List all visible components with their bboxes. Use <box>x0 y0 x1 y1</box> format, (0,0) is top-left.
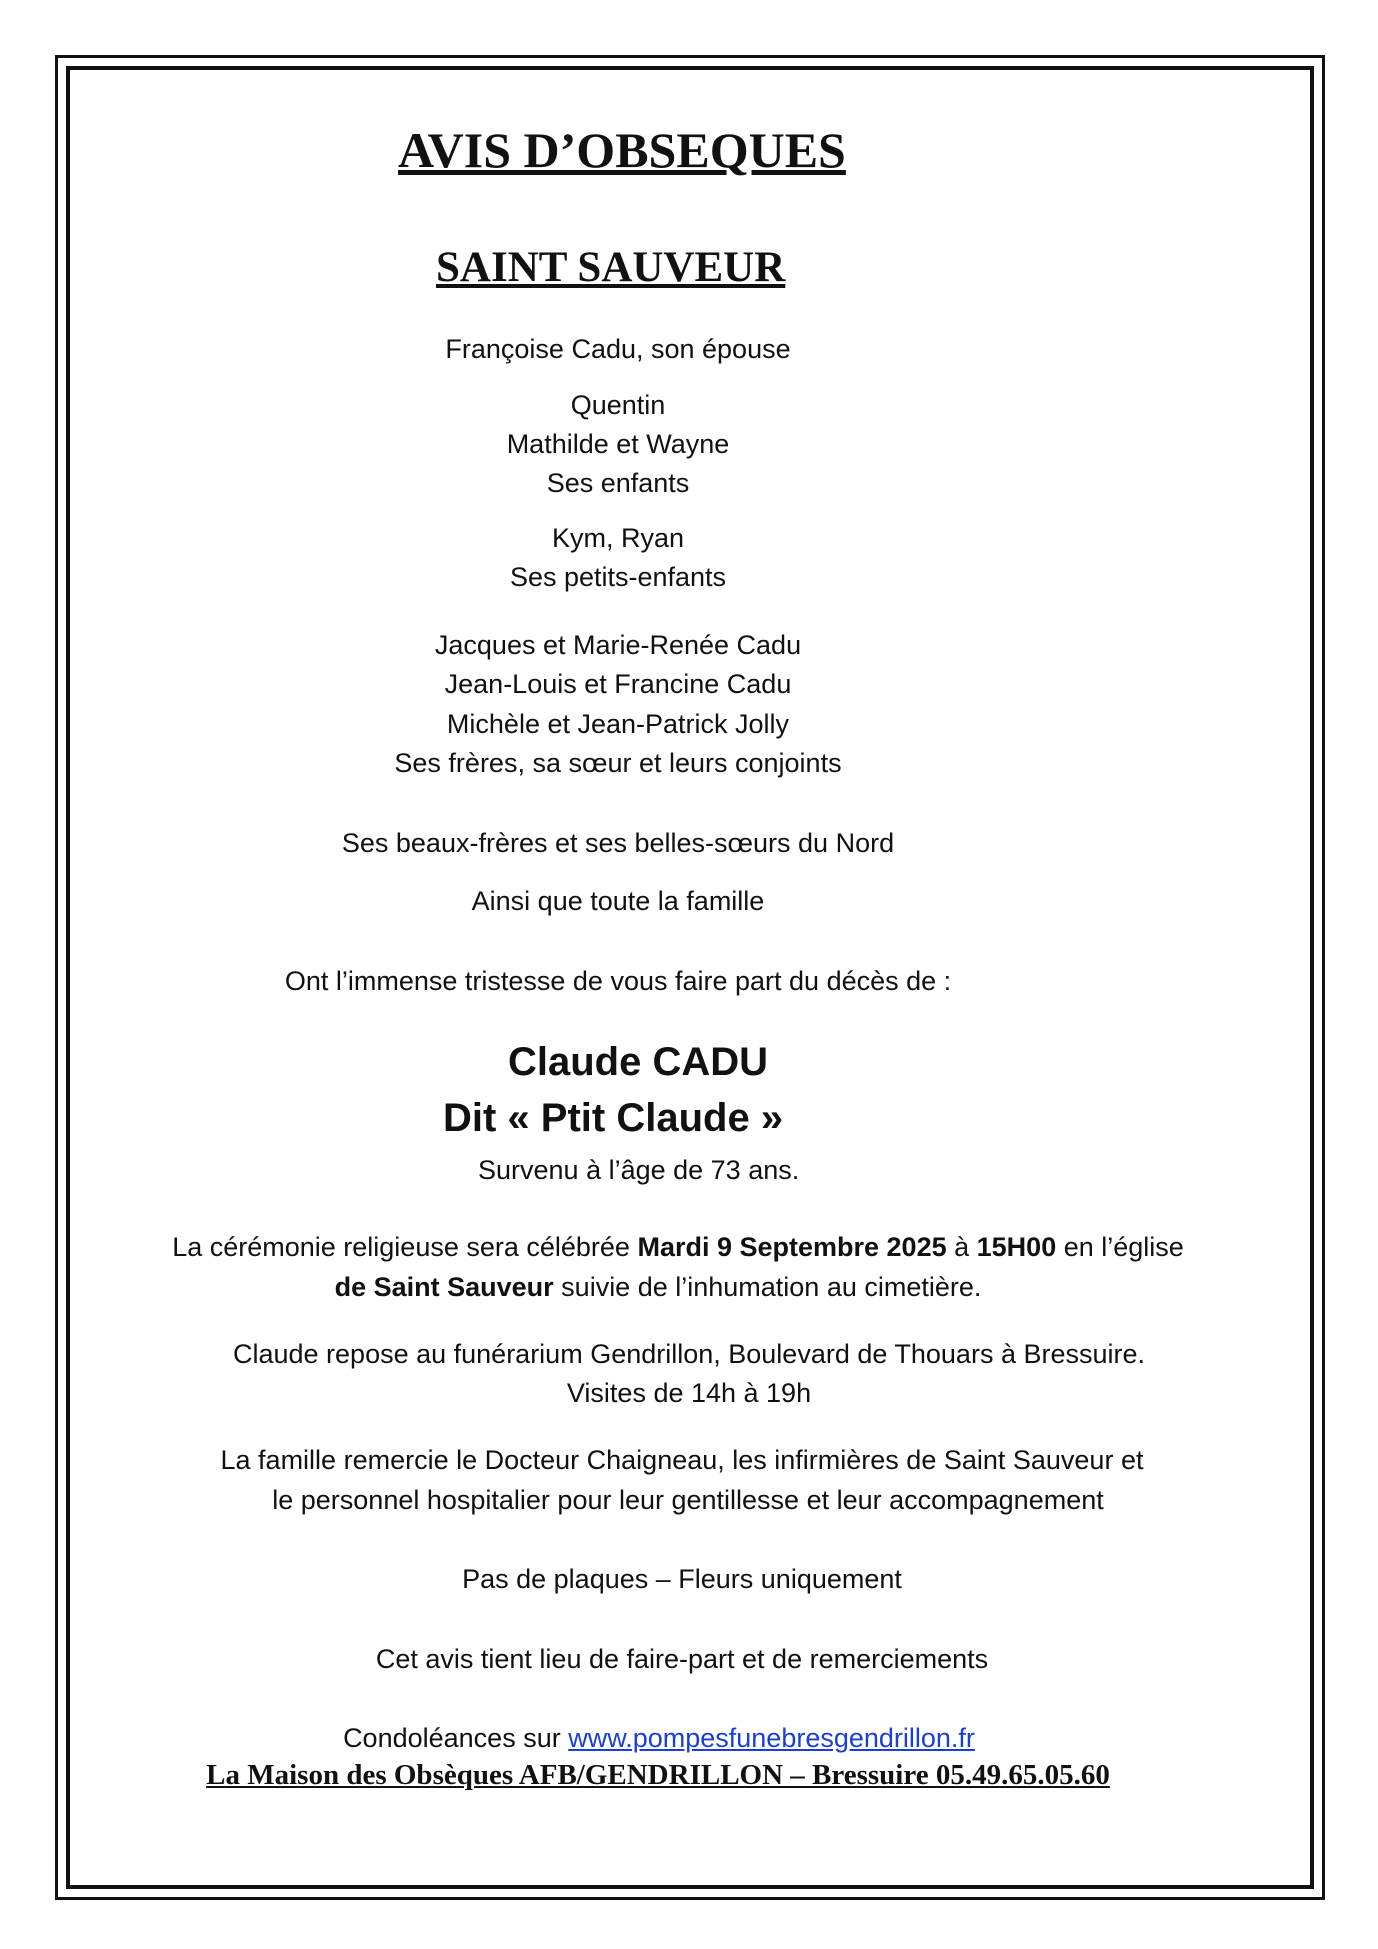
in-laws-line: Ses beaux-frères et ses belles-sœurs du Nord <box>341 828 895 858</box>
church-name: de Saint Sauveur <box>334 1272 554 1302</box>
condolences-link[interactable]: www.pompesfunebresgendrillon.fr <box>568 1723 975 1753</box>
footer-line: La Maison des Obsèques AFB/GENDRILLON – Bressuire 05.49.65.05.60 <box>206 1759 1110 1791</box>
siblings-label: Ses frères, sa sœur et leurs conjoints <box>394 748 842 778</box>
age-line: Survenu à l’âge de 73 ans. <box>478 1155 800 1185</box>
grandchildren-line: Kym, Ryan <box>551 523 685 553</box>
flowers-line: Pas de plaques – Fleurs uniquement <box>462 1564 902 1594</box>
ceremony-line-2: de Saint Sauveur suivie de l’inhumation au cimetière. <box>334 1272 982 1302</box>
ceremony-date: Mardi 9 Septembre 2025 <box>637 1232 947 1262</box>
notice-note-line: Cet avis tient lieu de faire-part et de remerciements <box>375 1644 989 1674</box>
spouse-line: Françoise Cadu, son épouse <box>445 334 791 364</box>
family-line: Ainsi que toute la famille <box>471 886 765 916</box>
child-line: Mathilde et Wayne <box>506 429 730 459</box>
sibling-line: Jean-Louis et Francine Cadu <box>444 669 792 699</box>
town-heading: SAINT SAUVEUR <box>436 244 786 291</box>
notice-title: AVIS D’OBSEQUES <box>398 122 846 178</box>
children-label: Ses enfants <box>546 468 690 498</box>
thanks-line-2: le personnel hospitalier pour leur gentillesse et leur accompagnement <box>272 1485 1104 1515</box>
thanks-line-1: La famille remercie le Docteur Chaigneau, les infirmières de Saint Sauveur et <box>220 1445 1144 1475</box>
grandchildren-label: Ses petits-enfants <box>509 562 727 592</box>
visits-line: Visites de 14h à 19h <box>566 1378 812 1408</box>
deceased-nickname: Dit « Ptit Claude » <box>443 1096 784 1140</box>
deceased-name: Claude CADU <box>507 1040 769 1084</box>
ceremony-line-1: La cérémonie religieuse sera célébrée Mardi 9 Septembre 2025 à 15H00 en l’église <box>172 1232 1184 1262</box>
condolences-line: Condoléances sur www.pompesfunebresgendrillon.fr <box>343 1723 975 1753</box>
ceremony-time: 15H00 <box>976 1232 1057 1262</box>
child-line: Quentin <box>570 390 666 420</box>
announcement-line: Ont l’immense tristesse de vous faire part du décès de : <box>284 966 952 996</box>
sibling-line: Jacques et Marie-Renée Cadu <box>434 630 802 660</box>
rest-place-line: Claude repose au funérarium Gendrillon, Boulevard de Thouars à Bressuire. <box>232 1339 1145 1369</box>
sibling-line: Michèle et Jean-Patrick Jolly <box>446 709 790 739</box>
